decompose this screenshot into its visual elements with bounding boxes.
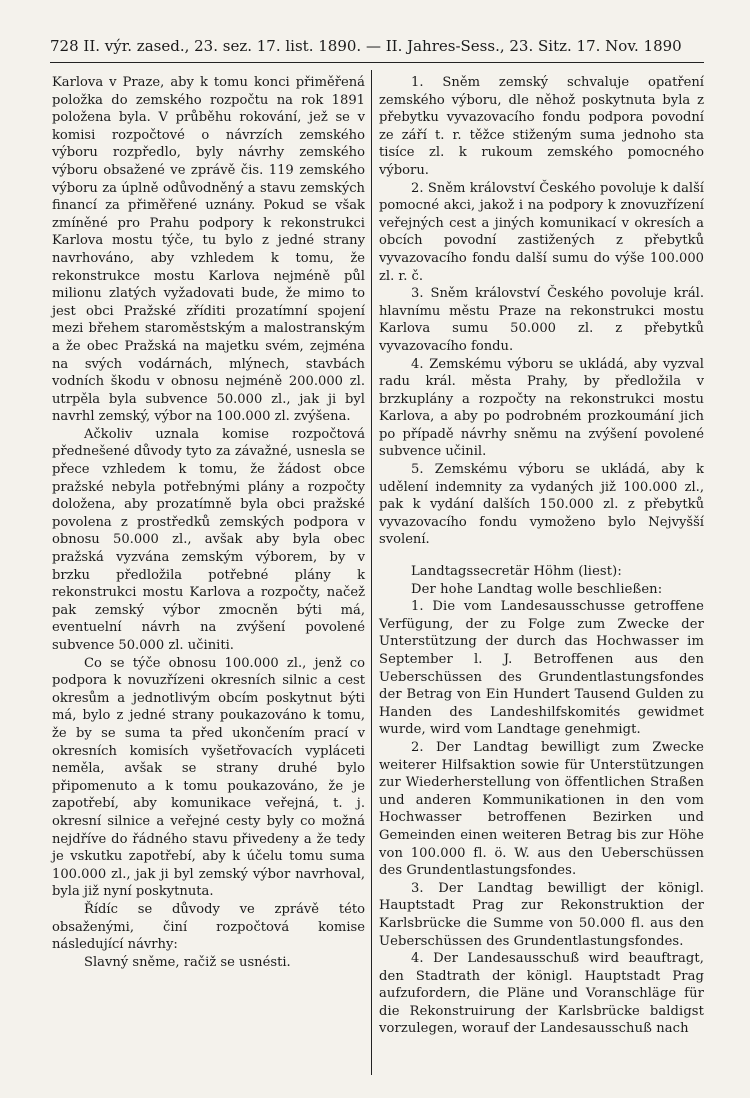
- resolution-item-german: 3. Der Landtag bewilligt der königl. Hauptstadt Prag zur Rekonstruktion der Karlsbrücke die Summe von 50.000 fl. aus den Ueberschüssen des Grundentlastungsfondes.: [379, 880, 704, 949]
- resolution-item-german: 4. Der Landesausschuß wird beauftragt, den Stadtrath der königl. Hauptstadt Prag aufzufordern, die Pläne und Voranschläge für die Rekonstruirung der Karlsbrücke baldigst vorzulegen, worauf der Landesausschuß nach: [379, 951, 704, 1037]
- left-column: [52, 74, 365, 971]
- resolution-item-german: 1. Die vom Landesausschusse getroffene Verfügung, der zu Folge zum Zwecke der Unterstützung der durch das Hochwasser im September l. J. Betroffenen aus den Ueberschüssen des Grundentlastungsfondes der Betrag von Ein Hundert Tausend Gulden zu Handen des Landeshilfskomités gewidmet wurde, wird vom Landtage genehmigt.: [379, 599, 704, 738]
- section-gap: [379, 549, 704, 563]
- motion-intro: Der hohe Landtag wolle beschließen:: [411, 581, 663, 597]
- resolution-item: 2. Sněm království Českého povoluje k další pomocné akci, jakož i na podpory k znovuzřízení veřejných cest a jiných komunikací v okresích a obcích povodní zastižených z přebytků vyvazovacího fondu další sumu do výše 100.000 zl. r. č.: [379, 180, 704, 284]
- speaker-line: Landtagssecretär Höhm (liest):: [411, 564, 622, 580]
- paragraph: Řídíc se důvody ve zprávě této obsaženými, činí rozpočtová komise následující návrhy:: [52, 901, 365, 953]
- paragraph: Slavný sněme, račiž se usnésti.: [84, 954, 291, 970]
- right-column: [379, 74, 704, 1038]
- resolution-item: 3. Sněm království Českého povoluje král. hlavnímu městu Praze na rekonstrukci mostu Karlova sumu 50.000 zl. z přebytků vyvazovacího fondu.: [379, 286, 704, 354]
- paragraph: Karlova v Praze, aby k tomu konci přiměřená položka do zemského rozpočtu na rok 1891 položena byla. V průběhu rokování, jež se v komisi rozpočtové o návrzích zemského výboru rozpředlo, byly návrhy zemského výboru obsažené ve zprávě čis. 119 zemského výboru za úplně odůvodněný a stavu zemských financí za přiměřené uznány. Pokud se však zmíněné pro Prahu podpory k rekonstrukci Karlova mostu týče, tu bylo z jedné strany navrhováno, aby vzhledem k tomu, že rekonstrukce mostu Karlova nejméně půl milionu zlatých vyžadovati bude, že mimo to jest obci Pražské zříditi prozatímní spojení mezi břehem staroměstským a malostranským a že obec Pražská na majetku svém, zejména na svých vodárnách, mlýnech, stavbách vodních škodu v obnosu nejméně 200.000 zl. utrpěla byla subvence 50.000 zl., jak ji byl navrhl zemský, výbor na 100.000 zl. zvýšena.: [52, 75, 365, 425]
- resolution-item: 4. Zemskému výboru se ukládá, aby vyzval radu král. města Prahy, by předložila v brzkuplány a rozpočty na rekonstrukci mostu Karlova, a aby po podrobném prozkoumání jich po případě návrhy sněmu na zvýšení povolené subvence učinil.: [379, 356, 704, 460]
- page-header: 728 II. výr. zased., 23. sez. 17. list. 1890. — II. Jahres-Sess., 23. Sitz. 17. Nov. 1890: [50, 37, 682, 55]
- resolution-item-german: 2. Der Landtag bewilligt zum Zwecke weiterer Hilfsaktion sowie für Unterstützungen zur Wiederherstellung von öffentlichen Straßen und anderen Kommunikationen in den vom Hochwasser betroffenen Bezirken und Gemeinden einen weiteren Betrag bis zur Höhe von 100.000 fl. ö. W. aus den Ueberschüssen des Grundentlastungsfondes.: [379, 739, 704, 879]
- resolution-item: 5. Zemskému výboru se ukládá, aby k udělení indemnity za vydaných již 100.000 zl., pak k vydání dalších 150.000 zl. z přebytků vyvazovacího fondu vymoženo bylo Nejvyšší svolení.: [379, 462, 704, 548]
- resolution-item: 1. Sněm zemský schvaluje opatření zemského výboru, dle něhož poskytnuta byla z přebytku vyvazovacího fondu podpora povodní ze září t. r. těžce stiženým suma jednoho sta tisíce zl. k rukoum zemského pomocného výboru.: [379, 75, 704, 178]
- column-separator: [371, 70, 372, 1075]
- paragraph: Ačkoliv uznala komise rozpočtová přednešené důvody tyto za závažné, usnesla se přece vzhledem k tomu, že žádost obce pražské nebyla potřebnými plány a rozpočty doložena, aby prozatímně byla obci pražské povolena z prostředků zemských podpora v obnosu 50.000 zl., avšak aby byla obec pražská vyzvána zemským výborem, by v brzku předložila potřebné plány k rekonstrukci mostu Karlova a rozpočty, načež pak zemský výbor zmocněn býti má, eventuelní návrh na zvýšení povolené subvence 50.000 zl. učiniti.: [52, 426, 365, 653]
- paragraph: Co se týče obnosu 100.000 zl., jenž co podpora k novuzřízeni okresních silnic a cest okresům a jednotlivým obcím poskytnut býti má, bylo z jedné strany poukazováno k tomu, že by se suma ta před ukončením prací v okresních komisích vyšetřovacích vypláceti neměla, avšak se strany druhé bylo připomenuto a k tomu poukazováno, že je zapotřebí, aby komunikace veřejná, t. j. okresní silnice a veřejné cesty byly co možná nejdříve do řádného stavu přivedeny a že tedy je vskutku zapotřebí, aby k účelu tomu suma 100.000 zl., jak ji byl zemský výbor navrhoval, byla již nyní poskytnuta.: [52, 655, 365, 900]
- header-rule: [50, 62, 704, 63]
